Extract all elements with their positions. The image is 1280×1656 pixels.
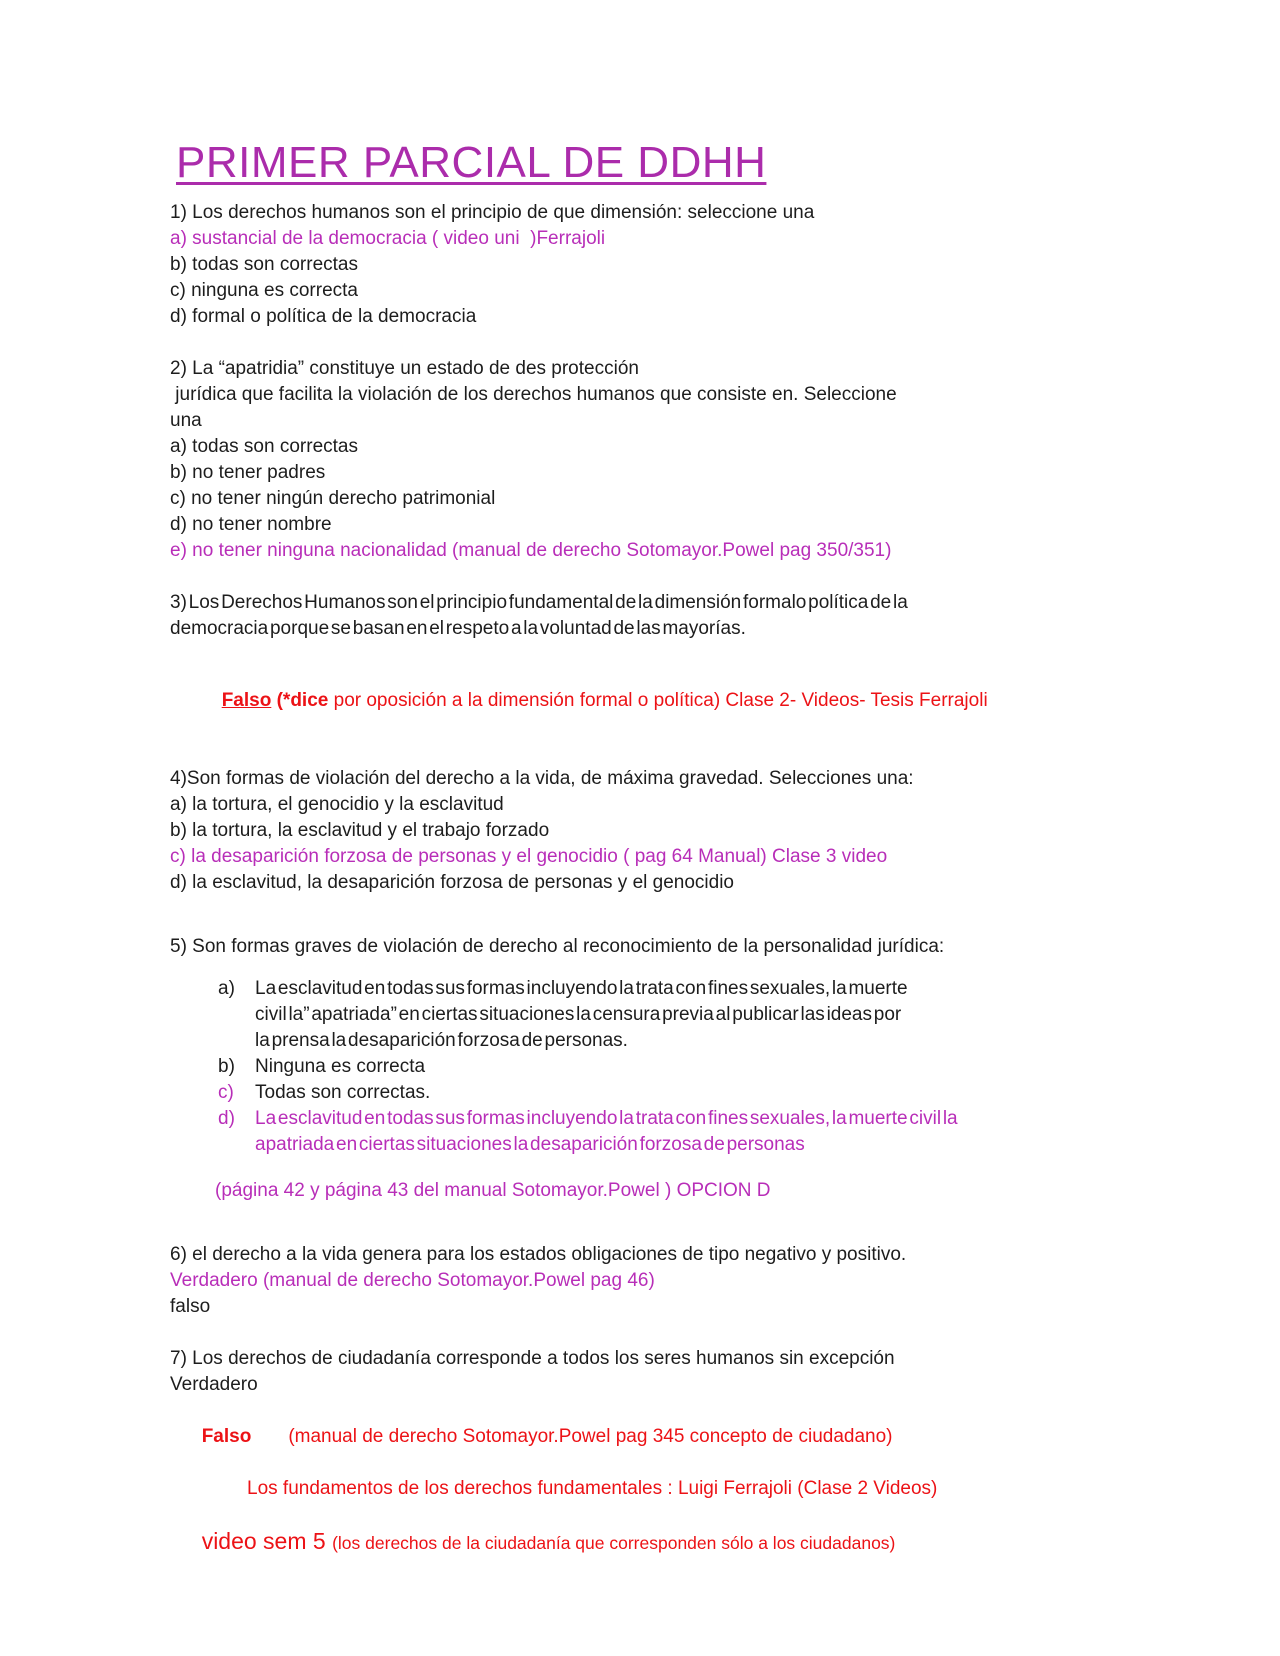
exam-title: PRIMER PARCIAL DE DDHH bbox=[176, 138, 767, 187]
q7-reference-2: Los fundamentos de los derechos fundamentales : Luigi Ferrajoli (Clase 2 Videos) bbox=[247, 1478, 938, 1499]
q5-option-c-text: Todas son correctas. bbox=[255, 1082, 431, 1103]
question-5 bbox=[170, 934, 1220, 1204]
q2-option-c: c) no tener ningún derecho patrimonial bbox=[170, 488, 496, 509]
q3-answer-falso: Falso bbox=[221, 690, 272, 711]
q5-option-d-text bbox=[255, 1106, 958, 1158]
q5-option-d-line-1: La esclavitud en todas sus formas incluyendo la trata con fines sexuales, la muerte civil la bbox=[255, 1108, 958, 1129]
q6-answer-verdadero: Verdadero (manual de derecho Sotomayor.Powel pag 46) bbox=[170, 1270, 655, 1291]
question-7 bbox=[170, 1346, 1220, 1583]
q2-stem-line-3: una bbox=[170, 410, 202, 431]
question-2 bbox=[170, 356, 1220, 564]
q1-option-d: d) formal o política de la democracia bbox=[170, 306, 477, 327]
q5-option-d-line-2: apatriada en ciertas situaciones la desaparición forzosa de personas bbox=[255, 1134, 805, 1155]
q1-stem: 1) Los derechos humanos son el principio de que dimensión: seleccione una bbox=[170, 202, 815, 223]
q1-option-b: b) todas son correctas bbox=[170, 254, 358, 275]
q5-option-b-letter: b) bbox=[218, 1056, 235, 1077]
q5-option-c-letter: c) bbox=[218, 1082, 234, 1103]
q2-option-b: b) no tener padres bbox=[170, 462, 326, 483]
q7-answer-falso: Falso bbox=[201, 1426, 252, 1447]
question-1 bbox=[170, 200, 1220, 330]
q7-answer-line bbox=[170, 1398, 1220, 1476]
q2-option-e: e) no tener ninguna nacionalidad (manual de derecho Sotomayor.Powel pag 350/351) bbox=[170, 540, 892, 561]
q4-option-c: c) la desaparición forzosa de personas y el genocidio ( pag 64 Manual) Clase 3 video bbox=[170, 846, 888, 867]
q5-stem: 5) Son formas graves de violación de derecho al reconocimiento de la personalidad jurídica: bbox=[170, 936, 945, 957]
q1-option-c: c) ninguna es correcta bbox=[170, 280, 358, 301]
q1-option-a: a) sustancial de la democracia ( video uni )Ferrajoli bbox=[170, 228, 606, 249]
q5-option-b bbox=[218, 1054, 1220, 1080]
q7-option-verdadero: Verdadero bbox=[170, 1374, 258, 1395]
q3-stem-line-1: 3) Los Derechos Humanos son el principio fundamental de la dimensión formalo política de la bbox=[170, 592, 908, 613]
q5-option-c bbox=[218, 1080, 1220, 1106]
q6-answer-falso: falso bbox=[170, 1296, 211, 1317]
q6-stem: 6) el derecho a la vida genera para los estados obligaciones de tipo negativo y positivo. bbox=[170, 1244, 907, 1265]
question-6 bbox=[170, 1242, 1220, 1320]
q4-stem: 4)Son formas de violación del derecho a la vida, de máxima gravedad. Selecciones una: bbox=[170, 768, 914, 789]
question-3 bbox=[170, 590, 1220, 740]
q2-stem-line-2: jurídica que facilita la violación de los derechos humanos que consiste en. Seleccione bbox=[170, 384, 897, 405]
q2-option-a: a) todas son correctas bbox=[170, 436, 358, 457]
q7-stem: 7) Los derechos de ciudadanía corresponde a todos los seres humanos sin excepción bbox=[170, 1348, 895, 1369]
q4-option-b: b) la tortura, la esclavitud y el trabajo forzado bbox=[170, 820, 550, 841]
q7-answer-reference: (manual de derecho Sotomayor.Powel pag 345 concepto de ciudadano) bbox=[288, 1426, 893, 1447]
q4-option-d: d) la esclavitud, la desaparición forzosa de personas y el genocidio bbox=[170, 872, 734, 893]
q7-video-reference: (los derechos de la ciudadanía que corresponden sólo a los ciudadanos) bbox=[332, 1533, 896, 1553]
q5-option-list bbox=[170, 976, 1220, 1158]
q5-option-b-text: Ninguna es correcta bbox=[255, 1056, 426, 1077]
q2-stem-line-1: 2) La “apatridia” constituye un estado de des protección bbox=[170, 358, 639, 379]
q4-option-a: a) la tortura, el genocidio y la esclavitud bbox=[170, 794, 504, 815]
q5-option-a-line-3: la prensa la desaparición forzosa de personas. bbox=[255, 1030, 628, 1051]
q5-option-a-line-2: civil la” apatriada” en ciertas situaciones la censura previa al publicar las ideas por bbox=[255, 1004, 902, 1025]
q5-option-d bbox=[218, 1106, 1220, 1158]
q3-answer-dice: (*dice bbox=[271, 690, 329, 711]
q5-option-d-letter: d) bbox=[218, 1108, 235, 1129]
question-4 bbox=[170, 766, 1220, 896]
q5-option-a bbox=[218, 976, 1220, 1054]
q3-answer-line bbox=[170, 662, 1220, 740]
q3-answer-note: por oposición a la dimensión formal o política) Clase 2- Videos- Tesis Ferrajoli bbox=[328, 690, 988, 711]
q5-option-a-letter: a) bbox=[218, 978, 235, 999]
q7-video-line bbox=[170, 1502, 1220, 1583]
q5-option-a-line-1: La esclavitud en todas sus formas incluyendo la trata con fines sexuales, la muerte bbox=[255, 978, 908, 999]
q5-reference: (página 42 y página 43 del manual Sotomayor.Powel ) OPCION D bbox=[215, 1180, 771, 1201]
q3-stem-line-2: democracia porque se basan en el respeto a la voluntad de las mayorías. bbox=[170, 618, 746, 639]
q5-option-a-text bbox=[255, 976, 908, 1054]
q2-option-d: d) no tener nombre bbox=[170, 514, 332, 535]
q7-video-label: video sem 5 bbox=[201, 1528, 333, 1554]
